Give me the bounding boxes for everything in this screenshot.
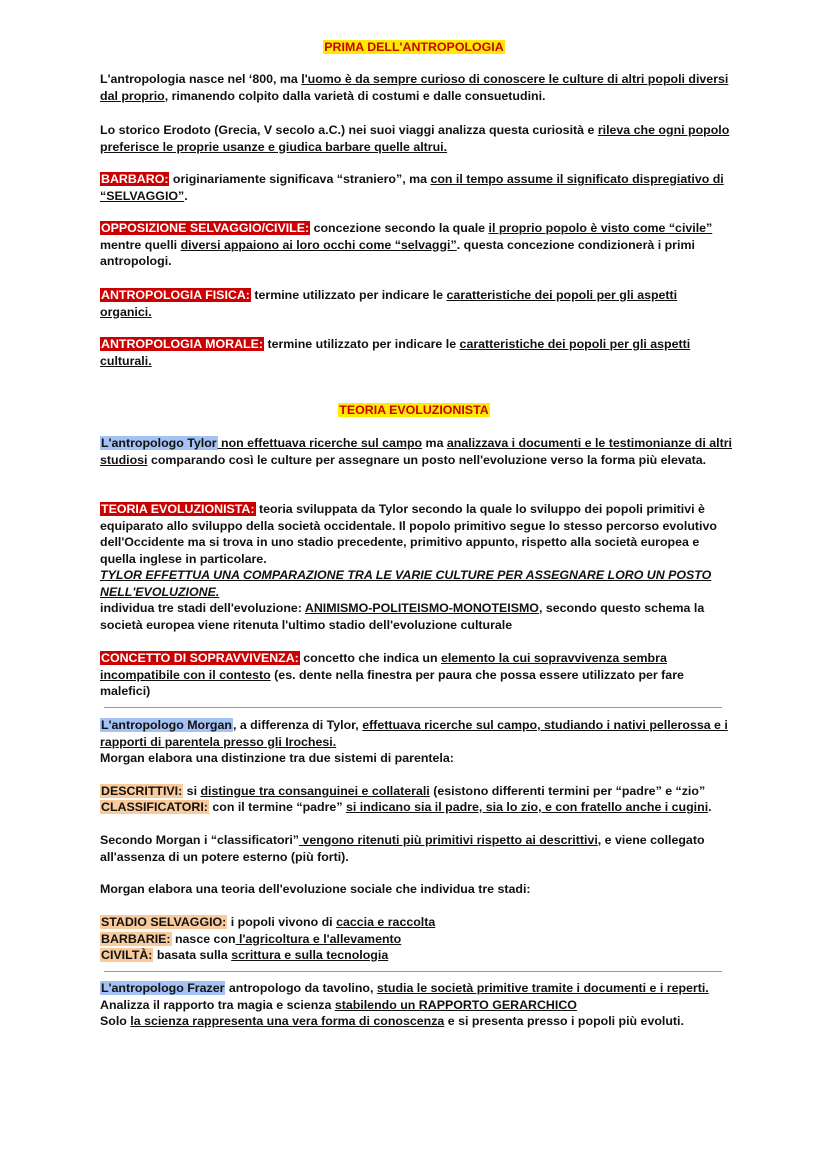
underlined-text: diversi appaiono ai loro occhi come “selvaggi” xyxy=(180,237,457,252)
section-title-text: TEORIA EVOLUZIONISTA xyxy=(339,403,489,417)
definition-opposizione xyxy=(100,220,732,270)
text: concetto che indica un xyxy=(299,651,441,665)
text: Secondo Morgan i “classificatori” xyxy=(100,833,299,847)
underlined-text: la scienza rappresenta una vera forma di conoscenza xyxy=(130,1014,445,1028)
paragraph-frazer xyxy=(100,980,732,997)
text: si xyxy=(183,784,201,798)
term-label: DESCRITTIVI: xyxy=(101,784,183,798)
underlined-text: scrittura e sulla tecnologia xyxy=(231,948,389,962)
term-label: ANTROPOLOGIA MORALE: xyxy=(101,337,263,351)
definition-antropologia-fisica xyxy=(100,287,732,320)
text: termine utilizzato per indicare le xyxy=(250,288,447,302)
text: e si presenta presso i popoli più evoluti. xyxy=(444,1014,684,1028)
divider xyxy=(104,971,722,972)
underlined-text: caccia e raccolta xyxy=(336,915,436,929)
definition-classificatori xyxy=(100,799,732,816)
text: nasce con xyxy=(171,932,236,946)
underlined-text: si indicano sia il padre, sia lo zio, e con fratello anche i cugini xyxy=(345,800,709,814)
paragraph-morgan-parentela xyxy=(100,750,732,767)
divider xyxy=(104,707,722,708)
definition-descrittivi xyxy=(100,783,732,800)
text: (esistono differenti termini per “padre” e “zio” xyxy=(429,784,706,798)
underlined-text: analizzava i documenti e le testimonianze di altri studiosi xyxy=(100,436,732,467)
definition-teoria-evoluzionista xyxy=(100,501,732,567)
section-title-teoria xyxy=(0,402,828,418)
underlined-text: non effettuava ricerche sul campo xyxy=(217,436,423,450)
underlined-text: con il tempo assume il significato dispregiativo di “SELVAGGIO” xyxy=(100,172,724,203)
text: mentre quelli xyxy=(100,237,181,252)
underlined-text: elemento la cui sopravvivenza sembra incompatibile con il contesto xyxy=(100,651,667,682)
text: con il termine “padre” xyxy=(208,800,346,814)
underlined-text: l'uomo è da sempre curioso di conoscere le culture di altri popoli diversi dal proprio xyxy=(100,72,729,103)
paragraph-scienza xyxy=(100,1013,732,1030)
underlined-text: effettuava ricerche sul campo, studiando i nativi pellerossa e i rapporti di parentela presso gli Irochesi. xyxy=(100,718,728,749)
underlined-text: distingue tra consanguinei e collaterali xyxy=(200,784,430,798)
term-label: OPPOSIZIONE SELVAGGIO/CIVILE: xyxy=(101,221,310,235)
definition-sopravvivenza xyxy=(100,650,732,700)
text: basata sulla xyxy=(153,948,232,962)
underlined-text: il proprio popolo è visto come “civile” xyxy=(488,221,713,235)
paragraph-stadi-evoluzione xyxy=(100,600,732,633)
text: individua tre stadi dell'evoluzione: xyxy=(100,601,305,615)
underlined-text: studia le società primitive tramite i documenti e i reperti. xyxy=(376,981,709,995)
term-label: TEORIA EVOLUZIONISTA: xyxy=(101,502,255,516)
term-label: BARBARIE: xyxy=(101,932,171,946)
paragraph-magia-scienza xyxy=(100,997,732,1014)
paragraph-tylor-comparazione xyxy=(100,567,732,600)
section-title-prima xyxy=(0,39,828,55)
highlighted-name: L'antropologo Frazer xyxy=(101,981,225,995)
term-label: BARBARO: xyxy=(101,172,169,186)
text: , rimanendo colpito dalla varietà di costumi e dalle consuetudini. xyxy=(164,88,546,103)
text: Morgan elabora una distinzione tra due sistemi di parentela: xyxy=(100,751,454,765)
text: Analizza il rapporto tra magia e scienza xyxy=(100,998,335,1012)
term-label: STADIO SELVAGGIO: xyxy=(101,915,227,929)
text: Solo xyxy=(100,1014,131,1028)
italic-text: TYLOR EFFETTUA UNA COMPARAZIONE TRA LE VARIE CULTURE PER ASSEGNARE LORO UN POSTO NELL'EVOLUZIONE. xyxy=(100,568,712,599)
term-label: CONCETTO DI SOPRAVVIVENZA: xyxy=(101,651,299,665)
text: Morgan elabora una teoria dell'evoluzione sociale che individua tre stadi: xyxy=(100,882,531,896)
term-label: ANTROPOLOGIA FISICA: xyxy=(101,288,250,302)
text: . xyxy=(708,800,712,814)
text: ma xyxy=(422,436,447,450)
text: . xyxy=(184,188,188,203)
text: , e viene collegato all'assenza di un potere esterno (più forti). xyxy=(100,833,705,864)
text: teoria sviluppata da Tylor secondo la quale lo sviluppo dei popoli primitivi è equiparato allo sviluppo della società occidentale. Il popolo primitivo segue lo stesso percorso evolutivo dell'Occidente ma si trova in uno stadio precedente, primitivo appunto, rispetto alla società europea e quella inglese in particolare. xyxy=(100,502,717,566)
stage-selvaggio xyxy=(100,914,732,931)
underlined-text: caratteristiche dei popoli per gli aspetti culturali. xyxy=(100,337,691,368)
text: L'antropologia nasce nel ‘800, ma xyxy=(100,72,302,86)
underlined-text: rileva che ogni popolo preferisce le proprie usanze e giudica barbare quelle altrui. xyxy=(100,123,730,154)
highlighted-name: L'antropologo Morgan xyxy=(101,718,232,732)
paragraph-intro xyxy=(100,71,732,104)
stage-barbarie xyxy=(100,931,732,948)
text: concezione secondo la quale xyxy=(310,221,489,235)
paragraph-morgan-classificatori xyxy=(100,832,732,865)
underlined-text: vengono ritenuti più primitivi rispetto ai descrittivi xyxy=(298,833,598,847)
text: (es. dente nella finestra per paura che possa essere utilizzato per fare malefici) xyxy=(100,667,684,698)
underlined-text: caratteristiche dei popoli per gli aspetti organici. xyxy=(100,288,678,319)
paragraph-erodoto xyxy=(100,122,732,155)
text: originariamente significava “straniero”, ma xyxy=(169,172,431,186)
underlined-text: ANIMISMO-POLITEISMO-MONOTEISMO xyxy=(304,601,539,615)
paragraph-morgan-evoluzione xyxy=(100,881,732,898)
term-label: CIVILTÀ: xyxy=(101,948,153,962)
text: , a differenza di Tylor, xyxy=(232,718,363,732)
text: Lo storico Erodoto (Grecia, V secolo a.C.) nei suoi viaggi analizza questa curiosità e xyxy=(100,123,598,137)
paragraph-morgan xyxy=(100,717,732,750)
term-label: CLASSIFICATORI: xyxy=(101,800,208,814)
text: , secondo questo schema la società europea viene ritenuta l'ultimo stadio dell'evoluzione culturale xyxy=(100,601,705,632)
stage-civilta xyxy=(100,947,732,964)
paragraph-tylor xyxy=(100,435,732,468)
text: antropologo da tavolino, xyxy=(225,981,377,995)
highlighted-name: L'antropologo Tylor xyxy=(101,436,217,450)
definition-barbaro xyxy=(100,171,732,204)
definition-antropologia-morale xyxy=(100,336,732,369)
text: . questa concezione condizionerà i primi antropologi. xyxy=(100,237,695,268)
text: i popoli vivono di xyxy=(227,915,337,929)
underlined-text: stabilendo un RAPPORTO GERARCHICO xyxy=(334,998,577,1012)
text: termine utilizzato per indicare le xyxy=(264,337,460,351)
underlined-text: l'agricoltura e l'allevamento xyxy=(235,932,402,946)
text: comparando così le culture per assegnare un posto nell'evoluzione verso la forma più elevata. xyxy=(147,452,707,467)
section-title-text: PRIMA DELL'ANTROPOLOGIA xyxy=(324,40,504,54)
